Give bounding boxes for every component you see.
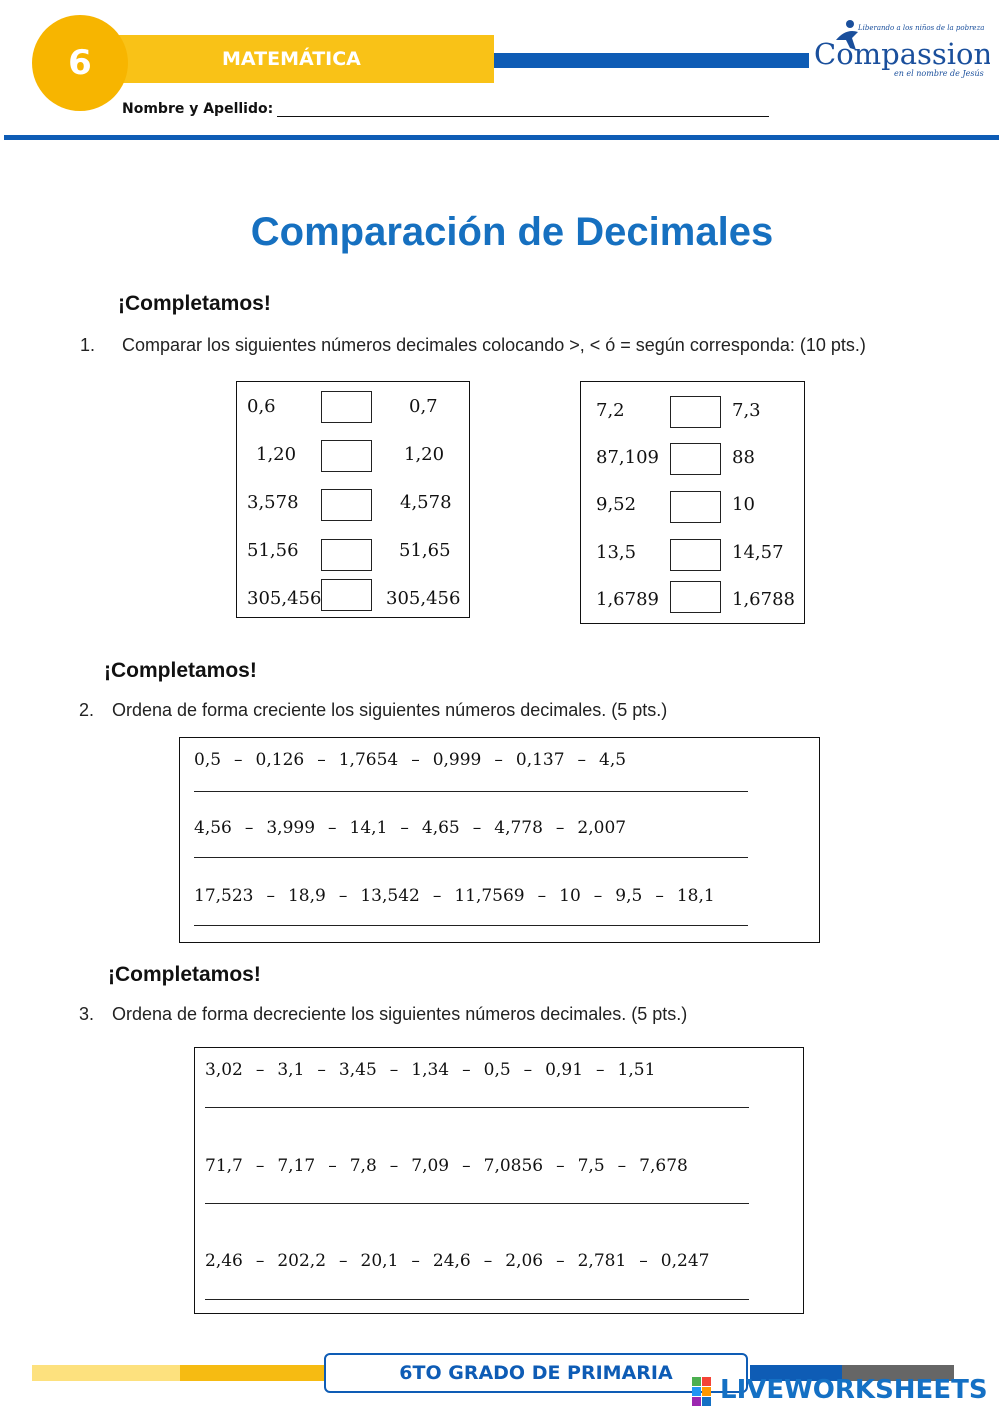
sequence-number: 17,523 [194, 886, 254, 906]
sequence-separator: – [317, 750, 326, 770]
compare-answer-box[interactable] [670, 443, 721, 475]
compare-value-a: 0,6 [247, 396, 276, 417]
sequence-number: 0,137 [515, 750, 565, 770]
compare-value-b: 10 [732, 494, 755, 515]
sequence-number: 71,7 [205, 1156, 243, 1176]
sequence-number: 7,09 [411, 1156, 450, 1176]
compare-answer-box[interactable] [670, 581, 721, 613]
sequence-number: 20,1 [360, 1251, 399, 1271]
order-box-increasing [179, 737, 820, 943]
sequence-number: 0,247 [660, 1251, 710, 1271]
sequence-number: 11,7569 [454, 886, 525, 906]
logo-tagline-top: Liberando a los niños de la pobreza [858, 24, 985, 32]
subject-label: MATEMÁTICA [222, 48, 361, 70]
sequence-separator: – [400, 818, 409, 838]
compassion-logo-icon [806, 14, 990, 84]
compare-answer-box[interactable] [670, 539, 721, 571]
sequence-number: 2,781 [577, 1251, 627, 1271]
sequence-separator: – [328, 1156, 337, 1176]
sequence-separator: – [462, 1156, 471, 1176]
sequence-separator: – [596, 1060, 605, 1080]
section3-instruction: Ordena de forma decreciente los siguientes números decimales. (5 pts.) [112, 1004, 688, 1024]
sequence-separator: – [523, 1060, 533, 1080]
section2-number: 2. [79, 700, 95, 720]
sequence-number: 7,678 [639, 1156, 688, 1176]
sequence-separator: – [266, 886, 275, 906]
compare-row [237, 438, 469, 472]
sequence-number: 1,51 [617, 1060, 656, 1080]
name-input-line[interactable] [277, 102, 769, 117]
section1-instruction: Comparar los siguientes números decimales colocando >, < ó = según corresponda: (10 pts.) [122, 335, 866, 355]
compare-value-b: 4,578 [400, 492, 452, 513]
name-label: Nombre y Apellido: [122, 101, 274, 117]
compare-table-right [580, 381, 805, 624]
sequence-separator: – [556, 1156, 565, 1176]
sequence-number: 9,5 [615, 886, 643, 906]
sequence-number: 3,1 [277, 1060, 305, 1080]
compare-value-a: 7,2 [596, 400, 625, 421]
sequence-separator: – [411, 1251, 420, 1271]
compare-answer-box[interactable] [321, 440, 372, 472]
liveworksheets-watermark [692, 1372, 988, 1408]
section1-number: 1. [80, 335, 96, 355]
sequence-number: 24,6 [432, 1251, 471, 1271]
compare-answer-box[interactable] [321, 489, 372, 521]
compare-row [581, 441, 804, 475]
sequence-number: 18,1 [676, 886, 715, 906]
answer-line[interactable] [205, 1107, 749, 1108]
compare-answer-box[interactable] [321, 539, 372, 571]
compare-value-b: 1,6788 [732, 589, 795, 610]
compare-answer-box[interactable] [670, 396, 721, 428]
section1-heading: ¡Completamos! [118, 292, 271, 315]
compare-value-a: 51,56 [247, 540, 299, 561]
sequence-number: 3,02 [205, 1060, 243, 1080]
sequence-separator: – [655, 886, 664, 906]
compare-answer-box[interactable] [321, 579, 372, 611]
sequence-number: 4,56 [194, 818, 232, 838]
number-sequence [194, 886, 715, 906]
sequence-number: 4,65 [421, 818, 460, 838]
sequence-number: 2,46 [205, 1251, 243, 1271]
compare-value-b: 305,456 [386, 588, 461, 609]
footer-bar-yellow [180, 1365, 328, 1381]
compare-row [581, 488, 804, 522]
compare-row [237, 390, 469, 424]
sequence-separator: – [483, 1251, 493, 1271]
compare-value-a: 3,578 [247, 492, 299, 513]
sequence-number: 7,0856 [483, 1156, 544, 1176]
sequence-separator: – [255, 1251, 265, 1271]
sequence-separator: – [555, 818, 565, 838]
compare-answer-box[interactable] [670, 491, 721, 523]
compare-value-a: 1,20 [256, 444, 297, 465]
sequence-separator: – [556, 1251, 565, 1271]
sequence-number: 14,1 [349, 818, 388, 838]
page-title: Comparación de Decimales [250, 210, 774, 254]
number-sequence [194, 750, 626, 770]
number-sequence [194, 818, 626, 838]
sequence-number: 0,999 [432, 750, 482, 770]
grade-label-text: 6TO GRADO DE PRIMARIA [399, 1362, 673, 1384]
sequence-separator: – [339, 1251, 348, 1271]
answer-line[interactable] [194, 857, 748, 858]
sequence-number: 3,45 [338, 1060, 377, 1080]
sequence-number: 2,06 [505, 1251, 544, 1271]
compare-value-a: 1,6789 [596, 589, 659, 610]
sequence-separator: – [255, 1156, 265, 1176]
compare-value-b: 14,57 [732, 542, 784, 563]
sequence-number: 7,8 [349, 1156, 377, 1176]
sequence-separator: – [537, 886, 547, 906]
logo-tagline-bottom: en el nombre de Jesús [894, 69, 984, 78]
sequence-number: 202,2 [277, 1251, 327, 1271]
compare-row [237, 582, 469, 616]
sequence-separator: – [389, 1156, 399, 1176]
order-box-decreasing [194, 1047, 804, 1314]
grade-number: 6 [68, 43, 92, 83]
compare-value-a: 87,109 [596, 447, 659, 468]
sequence-separator: – [234, 750, 243, 770]
compare-value-a: 305,456 [247, 588, 322, 609]
sequence-number: 13,542 [360, 886, 420, 906]
compare-value-b: 7,3 [732, 400, 761, 421]
sequence-number: 10 [559, 886, 581, 906]
compare-value-b: 88 [732, 447, 755, 468]
sequence-separator: – [317, 1060, 326, 1080]
sequence-number: 1,7654 [338, 750, 399, 770]
sequence-separator: – [411, 750, 420, 770]
sequence-number: 1,34 [411, 1060, 450, 1080]
sequence-number: 0,91 [545, 1060, 584, 1080]
sequence-separator: – [577, 750, 587, 770]
sequence-number: 18,9 [287, 886, 326, 906]
compassion-logo [806, 14, 990, 84]
sequence-separator: – [389, 1060, 399, 1080]
compare-value-b: 51,65 [399, 540, 451, 561]
sequence-separator: – [472, 818, 482, 838]
sequence-separator: – [255, 1060, 265, 1080]
section3-number: 3. [79, 1004, 95, 1024]
sequence-separator: – [328, 818, 337, 838]
section3-heading: ¡Completamos! [108, 963, 261, 986]
answer-line[interactable] [194, 791, 748, 792]
compare-value-b: 1,20 [404, 444, 445, 465]
number-sequence [205, 1156, 688, 1176]
compare-row [581, 536, 804, 570]
sequence-number: 7,17 [277, 1156, 316, 1176]
compare-table-left [236, 381, 470, 618]
compare-row [581, 583, 804, 617]
section2-heading: ¡Completamos! [104, 659, 257, 682]
number-sequence [205, 1060, 655, 1080]
sequence-separator: – [432, 886, 442, 906]
header-blue-bar [494, 53, 809, 68]
header-divider [4, 135, 999, 140]
sequence-number: 0,126 [255, 750, 305, 770]
compare-row [581, 394, 804, 428]
footer-bar-light-yellow [32, 1365, 180, 1381]
sequence-separator: – [617, 1156, 627, 1176]
answer-line[interactable] [194, 925, 748, 926]
compare-row [237, 486, 469, 520]
sequence-number: 4,5 [599, 750, 627, 770]
section2-instruction: Ordena de forma creciente los siguientes números decimales. (5 pts.) [112, 700, 668, 720]
sequence-number: 0,5 [194, 750, 222, 770]
compare-value-a: 13,5 [596, 542, 637, 563]
grade-circle [32, 15, 128, 111]
sequence-number: 0,5 [483, 1060, 511, 1080]
compare-value-a: 9,52 [596, 494, 637, 515]
sequence-separator: – [494, 750, 503, 770]
subject-band [112, 35, 494, 83]
name-field [122, 101, 769, 117]
answer-line[interactable] [205, 1299, 749, 1300]
footer-grade-label [324, 1353, 748, 1393]
liveworksheets-icon [692, 1375, 718, 1405]
sequence-number: 7,5 [577, 1156, 605, 1176]
sequence-number: 4,778 [494, 818, 543, 838]
liveworksheets-text: LIVEWORKSHEETS [720, 1375, 988, 1405]
compare-row [237, 534, 469, 568]
sequence-separator: – [338, 886, 348, 906]
sequence-separator: – [462, 1060, 471, 1080]
sequence-separator: – [639, 1251, 648, 1271]
number-sequence [205, 1251, 709, 1271]
logo-brand: Compassion [814, 37, 990, 71]
compare-value-b: 0,7 [409, 396, 438, 417]
sequence-separator: – [244, 818, 254, 838]
compare-answer-box[interactable] [321, 391, 372, 423]
sequence-number: 2,007 [577, 818, 627, 838]
sequence-number: 3,999 [266, 818, 316, 838]
answer-line[interactable] [205, 1203, 749, 1204]
sequence-separator: – [593, 886, 603, 906]
